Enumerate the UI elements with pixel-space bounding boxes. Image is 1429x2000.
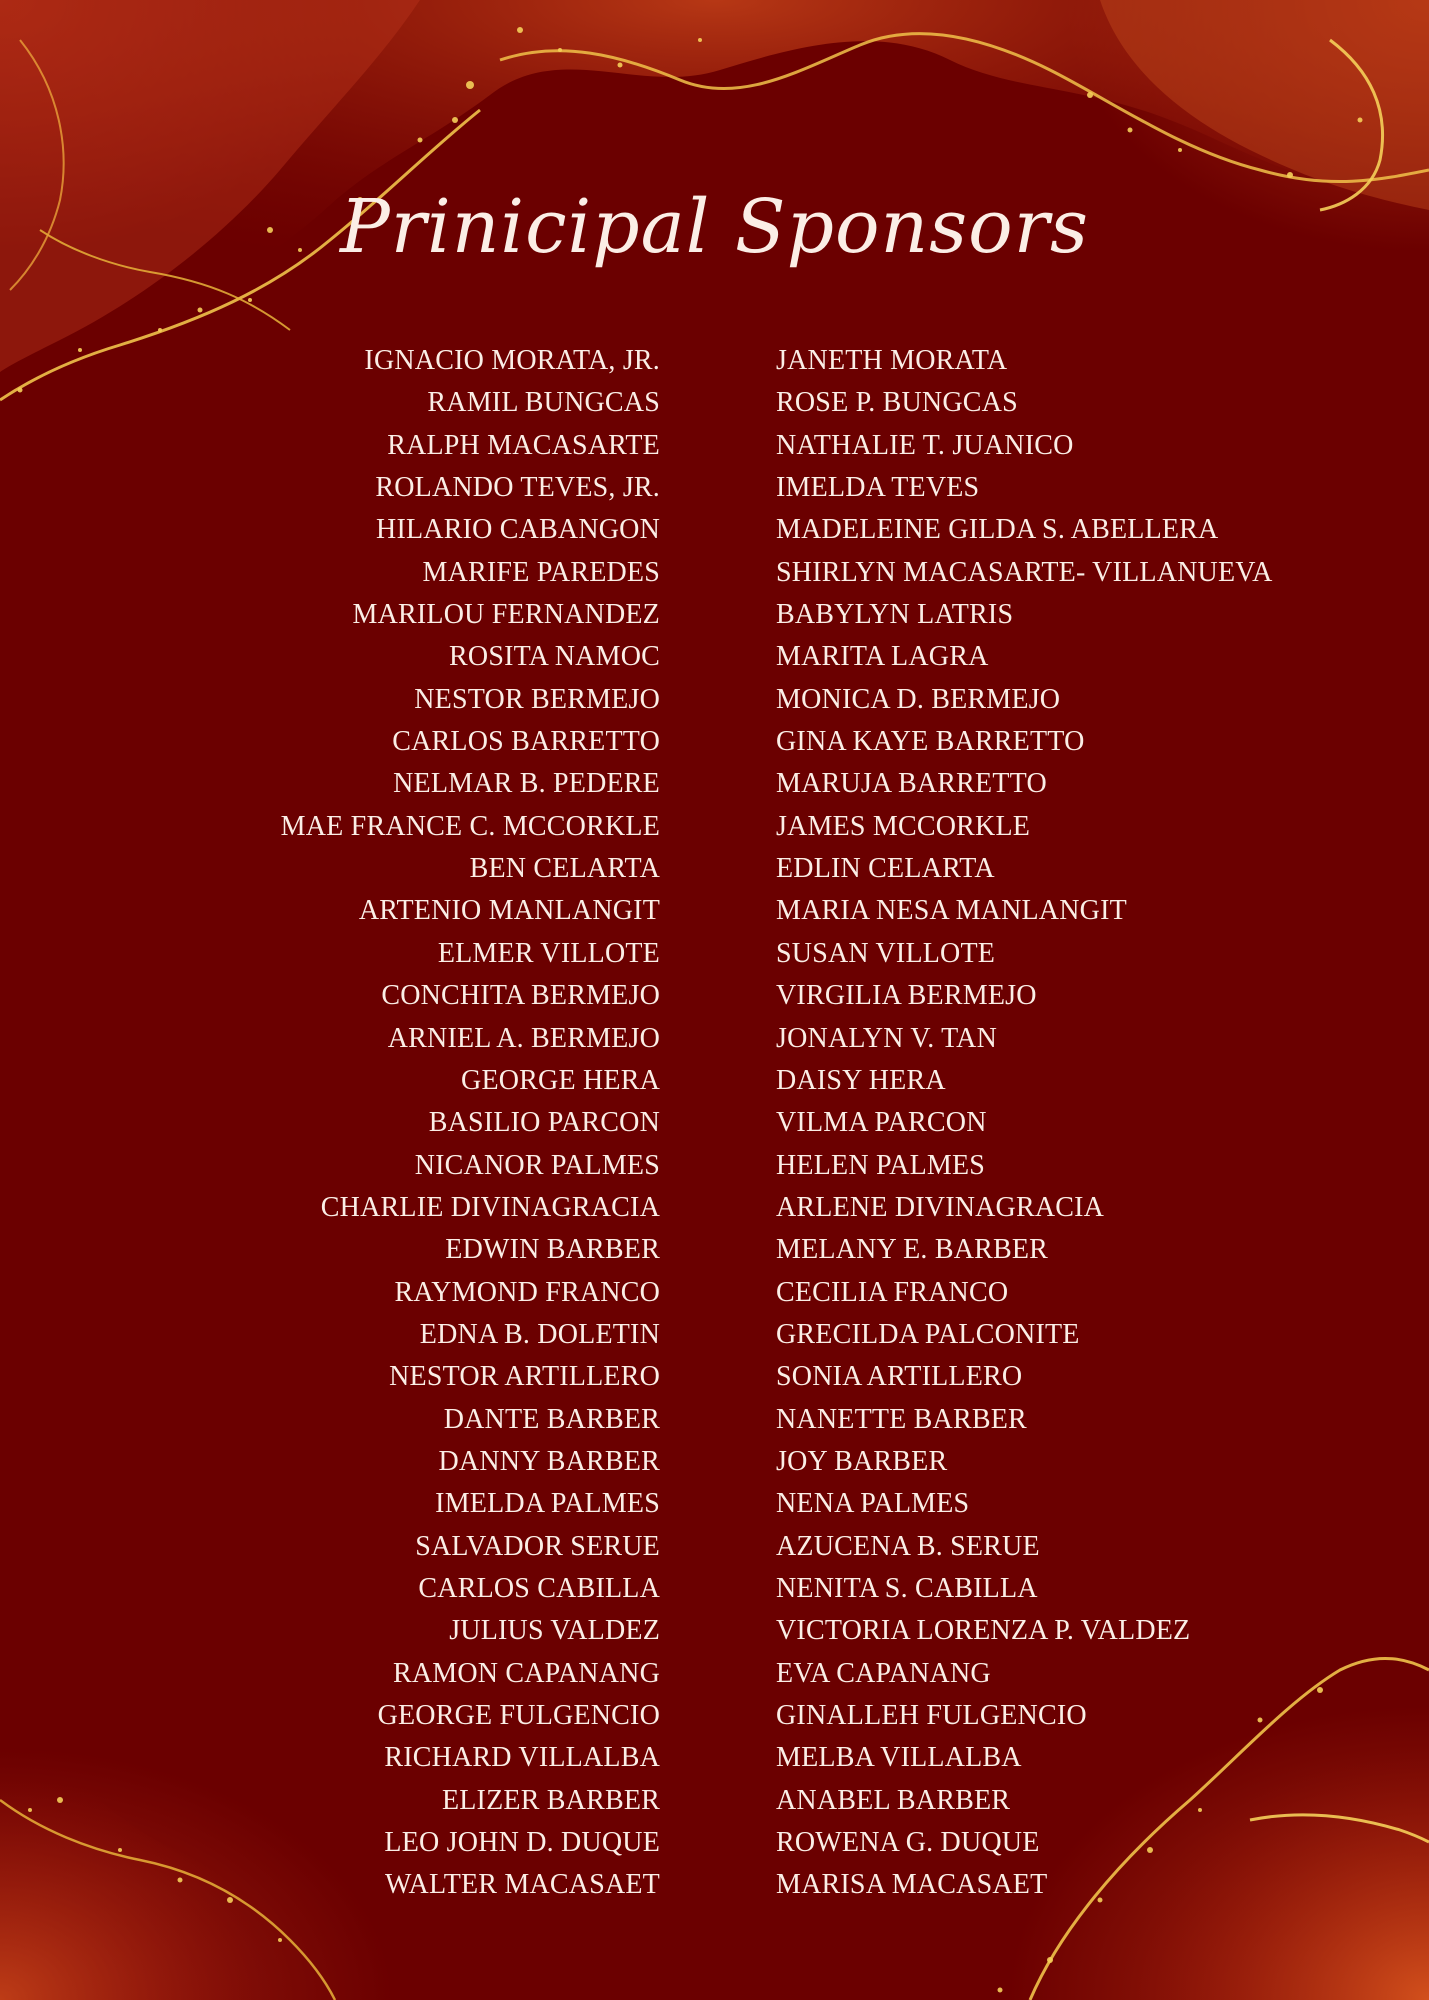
sponsor-name: SHIRLYN MACASARTE- VILLANUEVA — [776, 556, 1273, 588]
sponsor-name: RAMON CAPANANG — [392, 1657, 660, 1689]
sponsor-name: ROSE P. BUNGCAS — [776, 387, 1018, 419]
sponsor-column-right — [776, 340, 1336, 1907]
sponsor-name: ROWENA G. DUQUE — [776, 1827, 1040, 1859]
sponsor-name: MARILOU FERNANDEZ — [352, 599, 660, 631]
sponsor-name: SALVADOR SERUE — [415, 1530, 660, 1562]
sponsor-name: BASILIO PARCON — [428, 1107, 660, 1139]
sponsor-name: JANETH MORATA — [776, 345, 1008, 376]
sponsor-name: RAMIL BUNGCAS — [427, 387, 660, 419]
sponsor-name: JOY BARBER — [776, 1445, 948, 1477]
sponsor-name: ROLANDO TEVES, JR. — [375, 472, 660, 504]
sponsor-name: EDLIN CELARTA — [776, 853, 995, 885]
sponsor-name: MARITA LAGRA — [776, 641, 989, 673]
sponsor-name: IMELDA PALMES — [435, 1488, 660, 1520]
sponsor-name: JONALYN V. TAN — [776, 1022, 998, 1054]
sponsor-columns — [0, 340, 1429, 1920]
sponsor-name: GEORGE FULGENCIO — [377, 1700, 660, 1731]
sponsor-name: ROSITA NAMOC — [449, 641, 660, 673]
sponsor-name: HILARIO CABANGON — [376, 514, 660, 546]
sponsor-name: CARLOS BARRETTO — [392, 726, 660, 758]
sponsor-name: MELANY E. BARBER — [776, 1234, 1049, 1266]
sponsor-name: DAISY HERA — [776, 1064, 946, 1096]
sponsor-name: CECILIA FRANCO — [776, 1276, 1009, 1308]
sponsor-name: MARISA MACASAET — [776, 1869, 1048, 1901]
sponsor-name: GINALLEH FULGENCIO — [776, 1700, 1087, 1731]
sponsor-name: EDNA B. DOLETIN — [419, 1318, 660, 1350]
sponsor-name: SONIA ARTILLERO — [776, 1361, 1023, 1393]
sponsor-name: NENA PALMES — [776, 1488, 970, 1520]
sponsor-name: VIRGILIA BERMEJO — [776, 980, 1037, 1012]
sponsor-name: NENITA S. CABILLA — [776, 1572, 1038, 1604]
sponsor-name: WALTER MACASAET — [385, 1869, 660, 1901]
sponsor-name: HELEN PALMES — [776, 1149, 986, 1181]
sponsor-name: MONICA D. BERMEJO — [776, 683, 1061, 715]
sponsor-column-left — [100, 340, 660, 1907]
sponsor-name: NESTOR BERMEJO — [414, 683, 660, 715]
sponsor-name: DANNY BARBER — [438, 1445, 660, 1477]
sponsor-name: IGNACIO MORATA, JR. — [364, 345, 660, 376]
sponsor-name: MARUJA BARRETTO — [776, 768, 1047, 800]
sponsor-name: MELBA VILLALBA — [776, 1742, 1022, 1774]
sponsor-name: EDWIN BARBER — [445, 1234, 660, 1266]
sponsor-name: ARTENIO MANLANGIT — [358, 895, 660, 927]
sponsor-name: RALPH MACASARTE — [387, 429, 660, 461]
sponsor-name: NANETTE BARBER — [776, 1403, 1027, 1435]
sponsor-name: GINA KAYE BARRETTO — [776, 726, 1085, 758]
sponsor-name: ANABEL BARBER — [776, 1784, 1011, 1816]
page-title: Prinicipal Sponsors — [339, 184, 1090, 270]
sponsor-name: JAMES MCCORKLE — [776, 810, 1031, 842]
sponsor-name: MARIFE PAREDES — [422, 556, 660, 588]
sponsor-name: NELMAR B. PEDERE — [393, 768, 660, 800]
sponsor-name: CHARLIE DIVINAGRACIA — [320, 1191, 660, 1223]
sponsor-name: GRECILDA PALCONITE — [776, 1318, 1080, 1350]
sponsor-name: EVA CAPANANG — [776, 1657, 991, 1689]
sponsor-name: NICANOR PALMES — [414, 1149, 660, 1181]
sponsor-name: SUSAN VILLOTE — [776, 937, 996, 969]
sponsor-name: JULIUS VALDEZ — [449, 1615, 660, 1647]
sponsor-name: RAYMOND FRANCO — [394, 1276, 660, 1308]
sponsor-name: ELMER VILLOTE — [437, 937, 660, 969]
sponsor-name: VILMA PARCON — [776, 1107, 987, 1139]
sponsor-name: BABYLYN LATRIS — [776, 599, 1014, 631]
sponsor-name: MAE FRANCE C. MCCORKLE — [280, 810, 660, 842]
sponsor-name: VICTORIA LORENZA P. VALDEZ — [776, 1615, 1191, 1647]
sponsor-name: CARLOS CABILLA — [418, 1572, 660, 1604]
sponsor-name: ARNIEL A. BERMEJO — [387, 1022, 660, 1054]
sponsor-name: AZUCENA B. SERUE — [776, 1530, 1040, 1562]
sponsor-name: DANTE BARBER — [443, 1403, 660, 1435]
sponsor-name: RICHARD VILLALBA — [384, 1742, 660, 1774]
sponsor-name: GEORGE HERA — [461, 1064, 660, 1096]
sponsor-name: BEN CELARTA — [469, 853, 660, 885]
sponsor-name: MARIA NESA MANLANGIT — [776, 895, 1127, 927]
sponsor-name: NATHALIE T. JUANICO — [776, 429, 1074, 461]
sponsor-name: IMELDA TEVES — [776, 472, 980, 504]
sponsor-name: CONCHITA BERMEJO — [381, 980, 660, 1012]
sponsor-name: LEO JOHN D. DUQUE — [384, 1827, 660, 1859]
sponsor-name: MADELEINE GILDA S. ABELLERA — [776, 514, 1219, 546]
sponsor-name: ELIZER BARBER — [441, 1784, 660, 1816]
sponsor-name: NESTOR ARTILLERO — [389, 1361, 660, 1393]
sponsor-name: ARLENE DIVINAGRACIA — [776, 1191, 1105, 1223]
